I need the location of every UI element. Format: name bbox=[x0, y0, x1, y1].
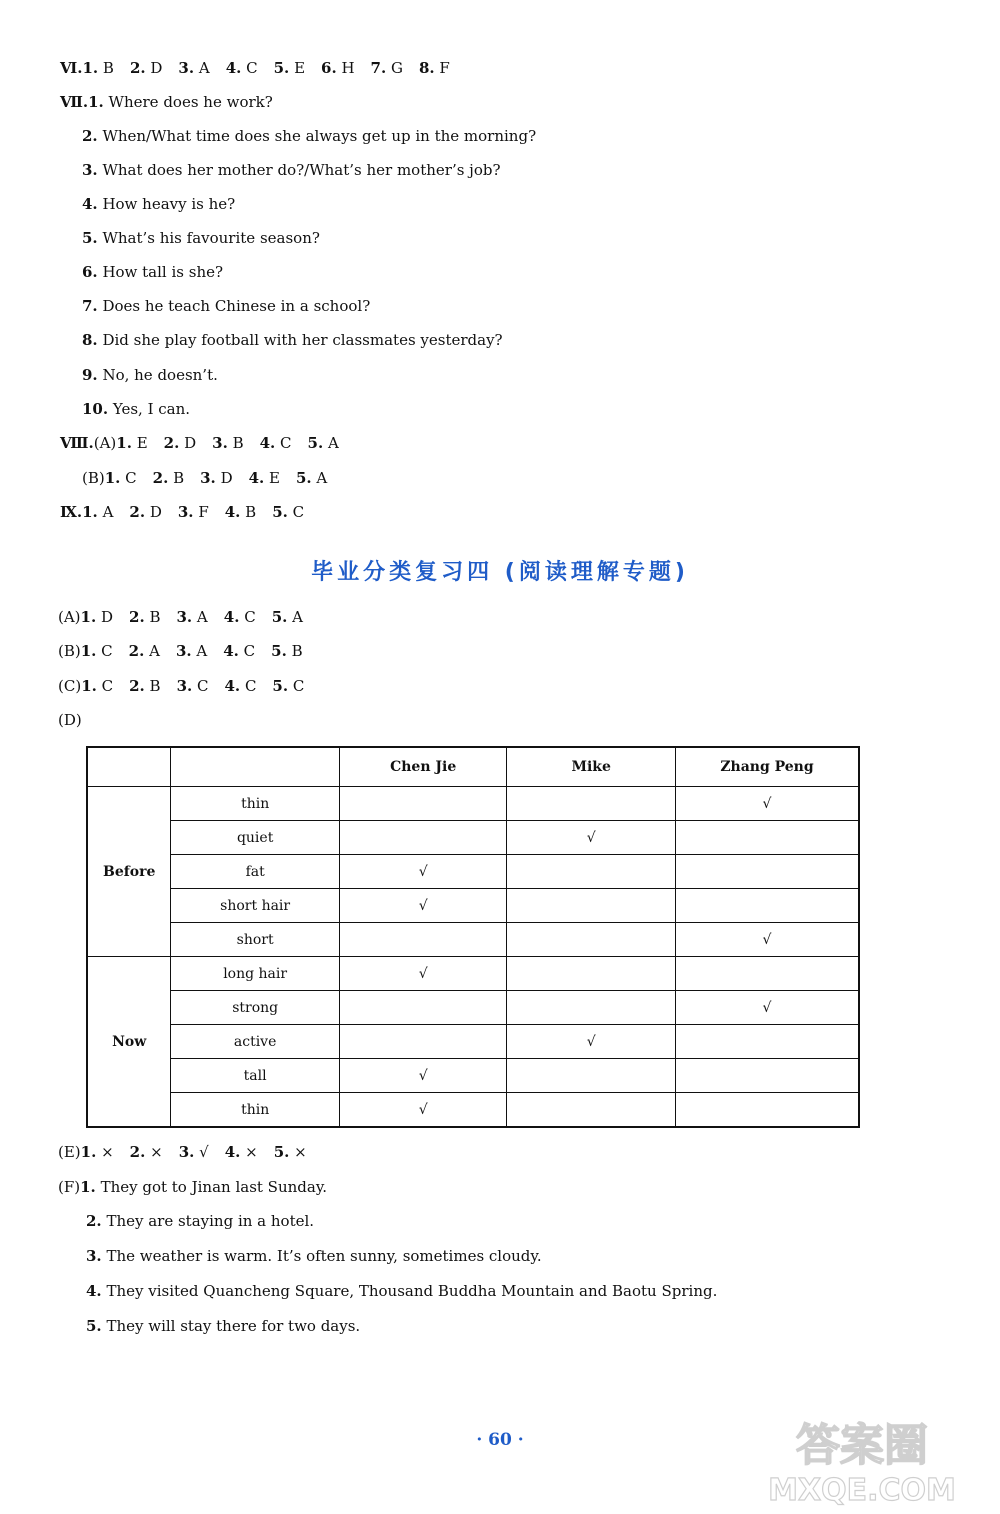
appearance-table bbox=[86, 746, 860, 1128]
section-7-item-1: 1. Where does he work? bbox=[88, 93, 273, 111]
table-row bbox=[87, 889, 859, 923]
table-row bbox=[87, 1059, 859, 1093]
check-cell: √ bbox=[339, 1059, 507, 1093]
answer-item: 2. D bbox=[163, 434, 197, 452]
check-cell bbox=[507, 855, 676, 889]
check-cell bbox=[507, 787, 676, 821]
answer-item: 4. C bbox=[224, 677, 257, 695]
answer-item: 2. A bbox=[128, 642, 160, 660]
section-9-items bbox=[82, 503, 304, 521]
section-7-item-4: 4. How heavy is he? bbox=[82, 195, 236, 213]
trait-cell: quiet bbox=[171, 821, 340, 855]
answer-item: 3. D bbox=[200, 469, 233, 487]
answer-item: 5. A bbox=[307, 434, 339, 452]
check-cell bbox=[507, 889, 676, 923]
answer-item: 1. E bbox=[116, 434, 148, 452]
check-cell bbox=[339, 787, 507, 821]
trait-cell: short hair bbox=[171, 889, 340, 923]
group-label: Before bbox=[87, 787, 171, 957]
answer-item: 1. A bbox=[82, 503, 114, 521]
section-7-item-8: 8. Did she play football with her classmates yesterday? bbox=[82, 331, 503, 349]
section-7-label: Ⅶ. bbox=[60, 93, 89, 111]
section-8-b-line bbox=[82, 468, 327, 488]
table-row bbox=[87, 923, 859, 957]
part-d-label: (D) bbox=[58, 711, 82, 729]
answer-item: 1. C bbox=[104, 469, 137, 487]
part-e-answers bbox=[58, 1142, 307, 1162]
answer-item: 5. B bbox=[271, 642, 303, 660]
answer-item: 3. F bbox=[177, 503, 209, 521]
check-cell bbox=[507, 1093, 676, 1128]
check-cell bbox=[339, 821, 507, 855]
section-7-item-6: 6. How tall is she? bbox=[82, 263, 224, 281]
table-row bbox=[87, 957, 859, 991]
watermark-logo bbox=[732, 1408, 992, 1508]
section-7-label-line bbox=[60, 92, 273, 112]
part-a-answers bbox=[58, 607, 303, 627]
part-b-label: (B) bbox=[58, 642, 81, 660]
part-f-item-5: 5. They will stay there for two days. bbox=[86, 1317, 361, 1335]
table-row bbox=[87, 821, 859, 855]
answer-item: 6. H bbox=[321, 59, 355, 77]
answer-item: 5. × bbox=[273, 1143, 307, 1161]
section-7-item-2: 2. When/What time does she always get up in the morning? bbox=[82, 127, 537, 145]
check-cell: √ bbox=[339, 855, 507, 889]
table-row bbox=[87, 1025, 859, 1059]
section-7-item-3: 3. What does her mother do?/What’s her mother’s job? bbox=[82, 161, 501, 179]
check-cell bbox=[507, 991, 676, 1025]
part-a-label: (A) bbox=[58, 608, 81, 626]
part-f-item-1: 1. They got to Jinan last Sunday. bbox=[80, 1178, 328, 1196]
answer-item: 2. × bbox=[129, 1143, 163, 1161]
check-cell bbox=[339, 1025, 507, 1059]
section-7-item-7: 7. Does he teach Chinese in a school? bbox=[82, 297, 371, 315]
section-9-answers bbox=[60, 502, 304, 522]
check-cell bbox=[339, 923, 507, 957]
section-8-b-label: (B) bbox=[82, 469, 105, 487]
answer-item: 2. D bbox=[129, 503, 162, 521]
check-cell bbox=[675, 855, 859, 889]
watermark-bottom-text: MXQE.COM bbox=[768, 1473, 956, 1508]
check-cell: √ bbox=[507, 1025, 676, 1059]
trait-cell: long hair bbox=[171, 957, 340, 991]
answer-item: 5. A bbox=[295, 469, 328, 487]
check-cell: √ bbox=[675, 991, 859, 1025]
part-f-line-1 bbox=[58, 1177, 327, 1197]
group-label: Now bbox=[87, 957, 171, 1128]
answer-item: 3. A bbox=[176, 608, 208, 626]
part-f-item-2: 2. They are staying in a hotel. bbox=[86, 1212, 315, 1230]
trait-cell: tall bbox=[171, 1059, 340, 1093]
table-header-cell: Mike bbox=[507, 747, 676, 787]
table-header-cell bbox=[171, 747, 340, 787]
answer-item: 2. B bbox=[152, 469, 185, 487]
check-cell: √ bbox=[339, 1093, 507, 1128]
trait-cell: active bbox=[171, 1025, 340, 1059]
table-header-cell: Zhang Peng bbox=[675, 747, 859, 787]
table-header-cell: Chen Jie bbox=[339, 747, 507, 787]
section-8-a-items bbox=[116, 434, 339, 452]
answer-item: 4. × bbox=[224, 1143, 258, 1161]
check-cell: √ bbox=[675, 787, 859, 821]
table-header-row bbox=[87, 747, 859, 787]
trait-cell: short bbox=[171, 923, 340, 957]
answer-item: 5. C bbox=[272, 503, 305, 521]
answer-item: 3. A bbox=[175, 642, 208, 660]
check-cell bbox=[507, 1059, 676, 1093]
check-cell bbox=[675, 1025, 859, 1059]
answer-item: 4. C bbox=[259, 434, 292, 452]
check-cell bbox=[675, 889, 859, 923]
check-cell: √ bbox=[507, 821, 676, 855]
part-a-items bbox=[81, 608, 303, 626]
check-cell bbox=[339, 991, 507, 1025]
trait-cell: strong bbox=[171, 991, 340, 1025]
part-c-answers bbox=[58, 676, 304, 696]
section-8-label: Ⅷ. bbox=[60, 434, 94, 452]
check-cell bbox=[675, 821, 859, 855]
check-cell: √ bbox=[339, 889, 507, 923]
section-6-answers bbox=[60, 58, 450, 78]
check-cell bbox=[675, 1093, 859, 1128]
answer-item: 2. B bbox=[129, 677, 161, 695]
trait-cell: thin bbox=[171, 1093, 340, 1128]
answer-item: 3. √ bbox=[178, 1143, 209, 1161]
page-number: · 60 · bbox=[476, 1430, 524, 1450]
section-7-item-5: 5. What’s his favourite season? bbox=[82, 229, 320, 247]
section-7-item-10: 10. Yes, I can. bbox=[82, 400, 191, 418]
check-cell bbox=[507, 923, 676, 957]
table-row bbox=[87, 787, 859, 821]
part-f-item-3: 3. The weather is warm. It’s often sunny, sometimes cloudy. bbox=[86, 1247, 542, 1265]
section-title: 毕业分类复习四 (阅读理解专题) bbox=[311, 560, 689, 585]
part-f-label: (F) bbox=[58, 1178, 81, 1196]
answer-item: 2. D bbox=[129, 59, 163, 77]
section-8-b-items bbox=[105, 469, 328, 487]
answer-item: 5. C bbox=[272, 677, 305, 695]
answer-item: 4. C bbox=[225, 59, 258, 77]
answer-item: 2. B bbox=[129, 608, 161, 626]
trait-cell: fat bbox=[171, 855, 340, 889]
answer-item: 4. C bbox=[223, 642, 256, 660]
part-c-label: (C) bbox=[58, 677, 82, 695]
answer-item: 8. F bbox=[418, 59, 450, 77]
answer-item: 5. A bbox=[271, 608, 303, 626]
check-cell: √ bbox=[339, 957, 507, 991]
section-8-a-label: (A) bbox=[93, 434, 117, 452]
answer-item: 1. B bbox=[82, 59, 114, 77]
answer-item: 4. C bbox=[223, 608, 256, 626]
answer-item: 5. E bbox=[273, 59, 306, 77]
answer-item: 3. C bbox=[176, 677, 209, 695]
part-e-items bbox=[81, 1143, 307, 1161]
check-cell: √ bbox=[675, 923, 859, 957]
table-row bbox=[87, 1093, 859, 1128]
section-9-label: Ⅸ. bbox=[60, 503, 83, 521]
part-e-label: (E) bbox=[58, 1143, 81, 1161]
answer-item: 1. D bbox=[80, 608, 114, 626]
part-b-items bbox=[81, 642, 303, 660]
section-6-label: Ⅵ. bbox=[60, 59, 83, 77]
part-f-item-4: 4. They visited Quancheng Square, Thousand Buddha Mountain and Baotu Spring. bbox=[86, 1282, 718, 1300]
answer-item: 3. B bbox=[212, 434, 244, 452]
answer-item: 1. × bbox=[80, 1143, 114, 1161]
table-row bbox=[87, 855, 859, 889]
part-b-answers bbox=[58, 641, 303, 661]
trait-cell: thin bbox=[171, 787, 340, 821]
answer-item: 7. G bbox=[370, 59, 403, 77]
answer-item: 4. E bbox=[248, 469, 280, 487]
answer-item: 1. C bbox=[80, 642, 113, 660]
answer-item: 3. A bbox=[178, 59, 210, 77]
section-7-item-9: 9. No, he doesn’t. bbox=[82, 366, 218, 384]
check-cell bbox=[675, 1059, 859, 1093]
part-c-items bbox=[81, 677, 304, 695]
answer-item: 1. C bbox=[81, 677, 114, 695]
table-header-cell bbox=[87, 747, 171, 787]
answer-item: 4. B bbox=[224, 503, 257, 521]
check-cell bbox=[507, 957, 676, 991]
check-cell bbox=[675, 957, 859, 991]
section-6-items bbox=[82, 59, 449, 77]
section-8-a-line bbox=[60, 433, 339, 453]
table-row bbox=[87, 991, 859, 1025]
watermark-top-text: 答案圈 bbox=[796, 1420, 928, 1471]
